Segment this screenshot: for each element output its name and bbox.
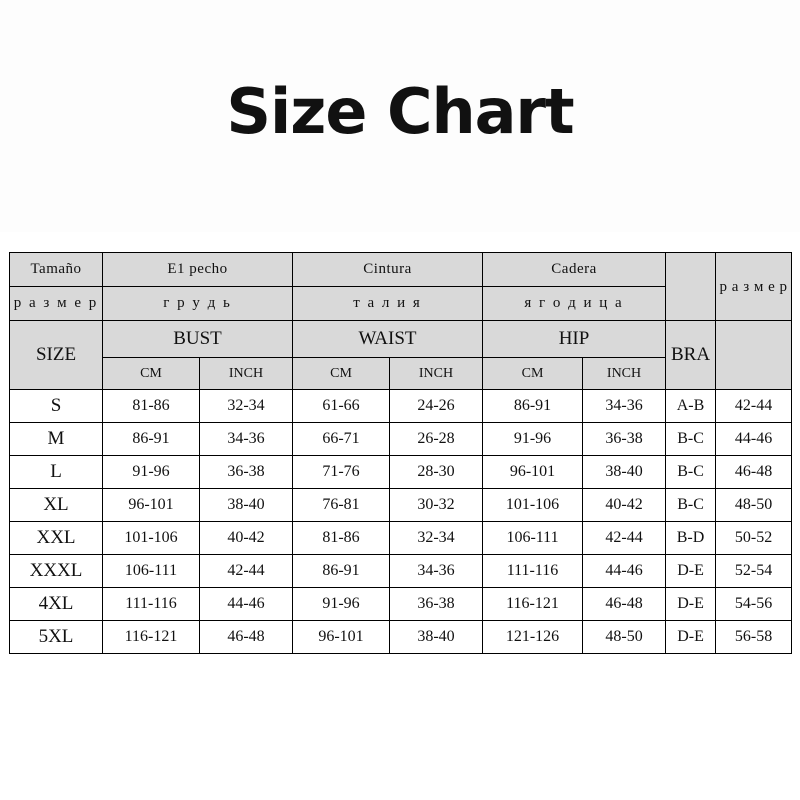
header-waist: WAIST: [293, 321, 483, 358]
cell-hip-inch: 34-36: [583, 390, 666, 423]
header-talia: т а л и я: [293, 287, 483, 321]
cell-hip-cm: 111-116: [483, 555, 583, 588]
cell-hip-inch: 46-48: [583, 588, 666, 621]
header-cadera: Cadera: [483, 253, 666, 287]
table-row: [10, 390, 792, 423]
page-title: Size Chart: [226, 74, 574, 148]
cell-ru: 50-52: [716, 522, 792, 555]
header-bra: BRA: [666, 321, 716, 390]
cell-ru: 56-58: [716, 621, 792, 654]
cell-bra: D-E: [666, 621, 716, 654]
header-el-pecho: E1 pecho: [103, 253, 293, 287]
cell-bra: D-E: [666, 588, 716, 621]
cell-size: XXXL: [10, 555, 103, 588]
cell-hip-cm: 121-126: [483, 621, 583, 654]
cell-bra: B-C: [666, 423, 716, 456]
title-area: [0, 0, 800, 232]
cell-ru: 42-44: [716, 390, 792, 423]
table-row: [10, 423, 792, 456]
header-russian-size-spacer: [716, 321, 792, 390]
cell-size: 4XL: [10, 588, 103, 621]
cell-bust-inch: 40-42: [200, 522, 293, 555]
table-row: [10, 489, 792, 522]
cell-bust-inch: 46-48: [200, 621, 293, 654]
cell-waist-cm: 76-81: [293, 489, 390, 522]
header-razmer: р а з м е р: [10, 287, 103, 321]
cell-waist-inch: 38-40: [390, 621, 483, 654]
header-waist-inch: INCH: [390, 358, 483, 390]
cell-ru: 52-54: [716, 555, 792, 588]
header-bust: BUST: [103, 321, 293, 358]
table-row: [10, 555, 792, 588]
cell-hip-cm: 96-101: [483, 456, 583, 489]
header-size: SIZE: [10, 321, 103, 390]
cell-bust-cm: 106-111: [103, 555, 200, 588]
table-row: [10, 621, 792, 654]
cell-hip-inch: 38-40: [583, 456, 666, 489]
cell-bust-cm: 81-86: [103, 390, 200, 423]
cell-size: L: [10, 456, 103, 489]
cell-waist-cm: 86-91: [293, 555, 390, 588]
cell-hip-inch: 48-50: [583, 621, 666, 654]
cell-bust-inch: 36-38: [200, 456, 293, 489]
header-russian-size-label: р а з м е р: [716, 253, 792, 321]
cell-hip-inch: 42-44: [583, 522, 666, 555]
cell-bust-cm: 91-96: [103, 456, 200, 489]
cell-bust-cm: 116-121: [103, 621, 200, 654]
cell-size: S: [10, 390, 103, 423]
header-yagoditsa: я г о д и ц а: [483, 287, 666, 321]
cell-bust-cm: 101-106: [103, 522, 200, 555]
header-tamano: Tamaño: [10, 253, 103, 287]
cell-bra: D-E: [666, 555, 716, 588]
size-chart-table: [9, 252, 792, 654]
cell-waist-cm: 91-96: [293, 588, 390, 621]
cell-waist-cm: 66-71: [293, 423, 390, 456]
cell-waist-inch: 36-38: [390, 588, 483, 621]
cell-size: XXL: [10, 522, 103, 555]
cell-bust-inch: 44-46: [200, 588, 293, 621]
cell-hip-cm: 101-106: [483, 489, 583, 522]
cell-waist-inch: 24-26: [390, 390, 483, 423]
cell-hip-cm: 91-96: [483, 423, 583, 456]
cell-waist-inch: 30-32: [390, 489, 483, 522]
cell-waist-cm: 81-86: [293, 522, 390, 555]
cell-waist-cm: 71-76: [293, 456, 390, 489]
header-bra-spacer: [666, 253, 716, 321]
cell-size: M: [10, 423, 103, 456]
table-row: [10, 588, 792, 621]
cell-waist-inch: 34-36: [390, 555, 483, 588]
cell-ru: 44-46: [716, 423, 792, 456]
cell-ru: 48-50: [716, 489, 792, 522]
cell-bust-inch: 38-40: [200, 489, 293, 522]
header-row-spanish: [10, 253, 792, 287]
cell-size: 5XL: [10, 621, 103, 654]
cell-size: XL: [10, 489, 103, 522]
cell-hip-inch: 36-38: [583, 423, 666, 456]
cell-bust-inch: 42-44: [200, 555, 293, 588]
table-row: [10, 522, 792, 555]
cell-waist-cm: 96-101: [293, 621, 390, 654]
cell-bust-cm: 96-101: [103, 489, 200, 522]
header-row-english: [10, 321, 792, 358]
cell-bra: B-C: [666, 489, 716, 522]
header-cintura: Cintura: [293, 253, 483, 287]
cell-hip-inch: 40-42: [583, 489, 666, 522]
header-bust-cm: CM: [103, 358, 200, 390]
cell-ru: 46-48: [716, 456, 792, 489]
cell-bust-inch: 34-36: [200, 423, 293, 456]
cell-waist-inch: 32-34: [390, 522, 483, 555]
cell-ru: 54-56: [716, 588, 792, 621]
header-grud: г р у д ь: [103, 287, 293, 321]
table-row: [10, 456, 792, 489]
cell-bra: A-B: [666, 390, 716, 423]
cell-hip-cm: 106-111: [483, 522, 583, 555]
header-hip-cm: CM: [483, 358, 583, 390]
cell-hip-cm: 116-121: [483, 588, 583, 621]
cell-waist-cm: 61-66: [293, 390, 390, 423]
cell-hip-cm: 86-91: [483, 390, 583, 423]
cell-hip-inch: 44-46: [583, 555, 666, 588]
cell-bra: B-D: [666, 522, 716, 555]
cell-bust-inch: 32-34: [200, 390, 293, 423]
cell-bust-cm: 111-116: [103, 588, 200, 621]
header-hip: HIP: [483, 321, 666, 358]
header-bust-inch: INCH: [200, 358, 293, 390]
header-waist-cm: CM: [293, 358, 390, 390]
cell-bra: B-C: [666, 456, 716, 489]
cell-waist-inch: 26-28: [390, 423, 483, 456]
header-hip-inch: INCH: [583, 358, 666, 390]
size-chart-table-wrapper: [9, 252, 791, 654]
cell-bust-cm: 86-91: [103, 423, 200, 456]
cell-waist-inch: 28-30: [390, 456, 483, 489]
